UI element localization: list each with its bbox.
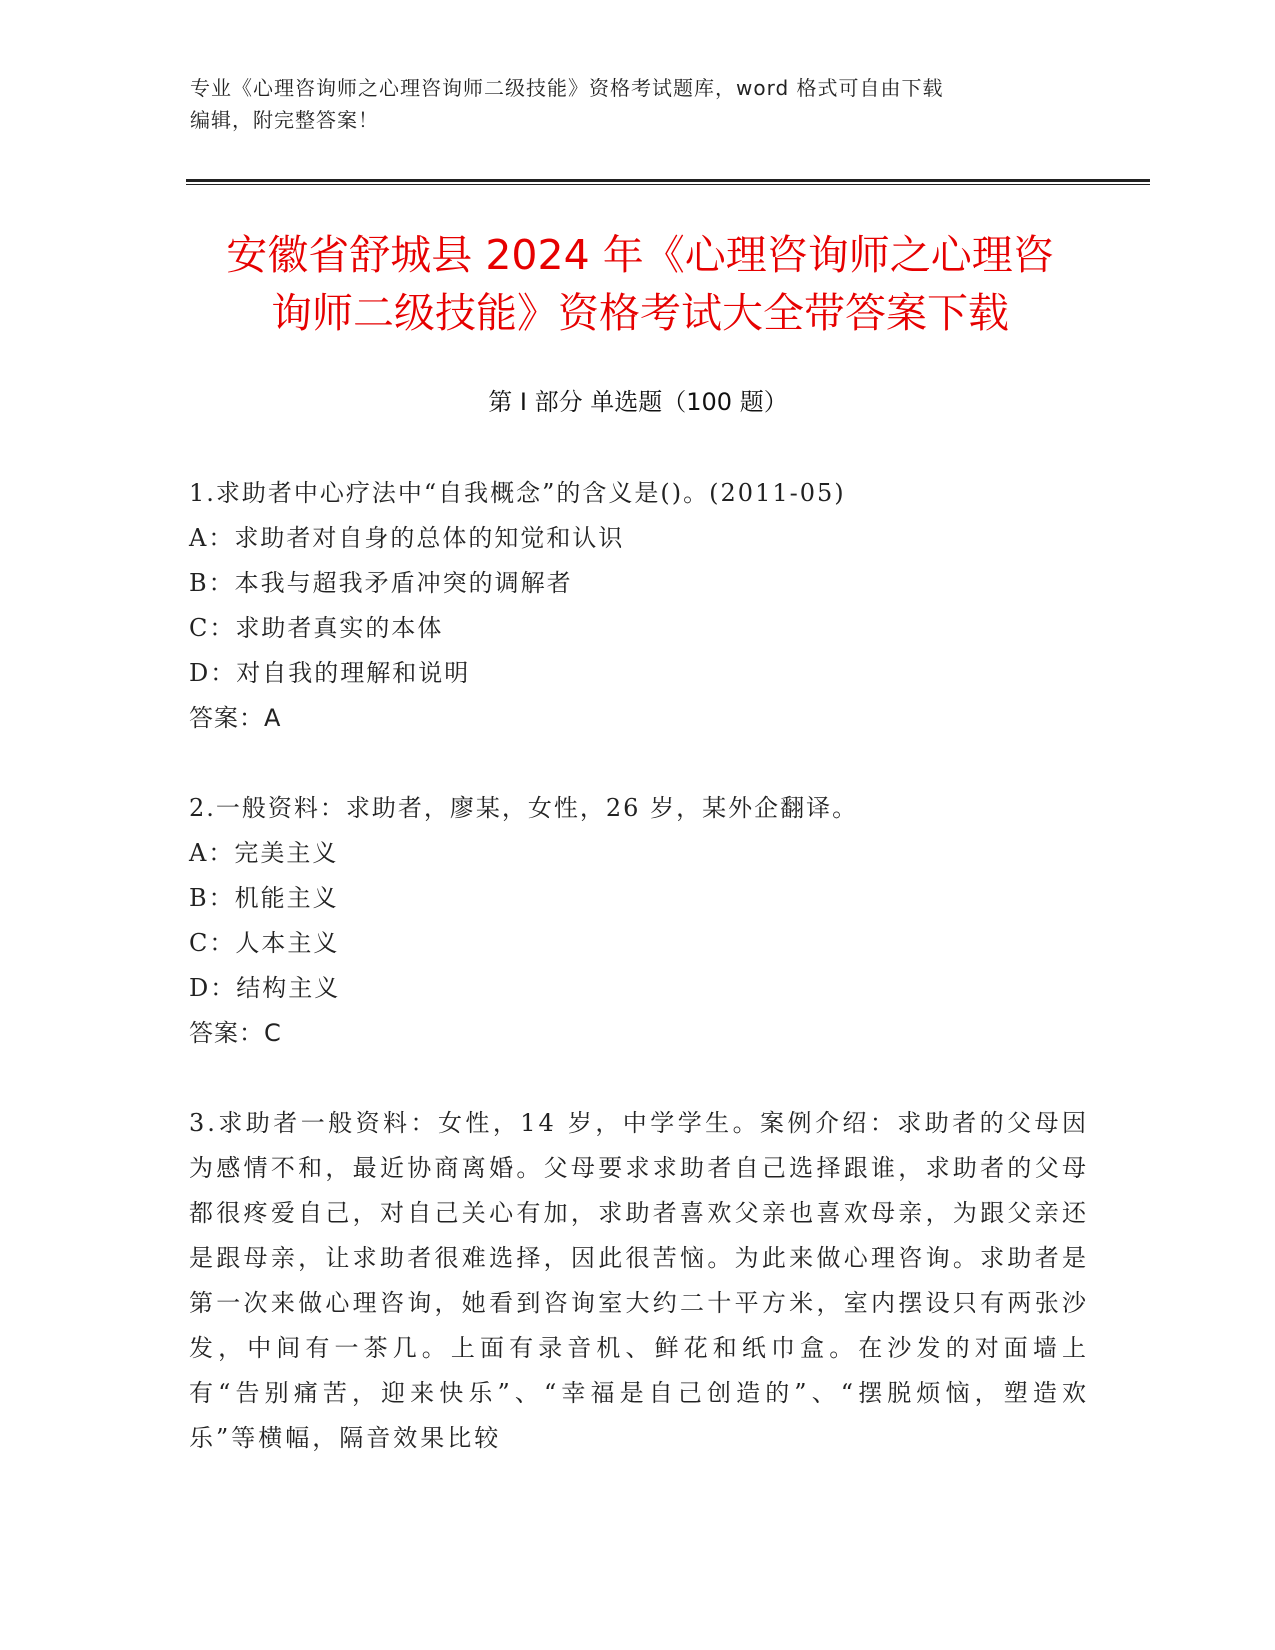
option-b: B：本我与超我矛盾冲突的调解者 (189, 569, 573, 597)
option-c: C：求助者真实的本体 (189, 614, 444, 642)
header-divider-thick (186, 179, 1150, 182)
question-stem: 2.一般资料：求助者，廖某，女性，26 岁，某外企翻译。 (189, 794, 859, 822)
option-b: B：机能主义 (189, 884, 339, 912)
question-stem: 1.求助者中心疗法中“自我概念”的含义是()。(2011-05) (189, 479, 846, 507)
header-line-2: 编辑，附完整答案！ (190, 108, 379, 132)
question-1 (189, 471, 1089, 741)
title-line-1: 安徽省舒城县 2024 年《心理咨询师之心理咨 (226, 231, 1054, 279)
option-d: D：对自我的理解和说明 (189, 659, 471, 687)
option-a: A：完美主义 (189, 839, 339, 867)
document-title (160, 226, 1120, 342)
answer-label: 答案：C (189, 1019, 282, 1047)
option-d: D：结构主义 (189, 974, 341, 1002)
question-3 (189, 1101, 1089, 1461)
question-stem: 3.求助者一般资料：女性，14 岁，中学学生。案例介绍：求助者的父母因为感情不和，最近协商离婚。父母要求求助者自己选择跟谁，求助者的父母都很疼爱自己，对自己关心有加，求助者喜欢父亲也喜欢母亲，为跟父亲还是跟母亲，让求助者很难选择，因此很苦恼。为此来做心理咨询。求助者是第一次来做心理咨询，她看到咨询室大约二十平方米，室内摆设只有两张沙发，中间有一茶几。上面有录音机、鲜花和纸巾盒。在沙发的对面墙上有“告别痛苦，迎来快乐”、“幸福是自己创造的”、“摆脱烦恼，塑造欢乐”等横幅，隔音效果比较 (189, 1109, 1089, 1452)
document-header-note (190, 72, 1090, 136)
question-2 (189, 786, 1089, 1056)
header-line-1: 专业《心理咨询师之心理咨询师二级技能》资格考试题库，word 格式可自由下载 (190, 76, 944, 100)
answer-label: 答案：A (189, 704, 282, 732)
header-divider-thin (186, 184, 1150, 185)
section-heading: 第 I 部分 单选题（100 题） (488, 388, 788, 416)
title-line-2: 询师二级技能》资格考试大全带答案下载 (271, 289, 1009, 337)
option-a: A：求助者对自身的总体的知觉和认识 (189, 524, 625, 552)
option-c: C：人本主义 (189, 929, 340, 957)
